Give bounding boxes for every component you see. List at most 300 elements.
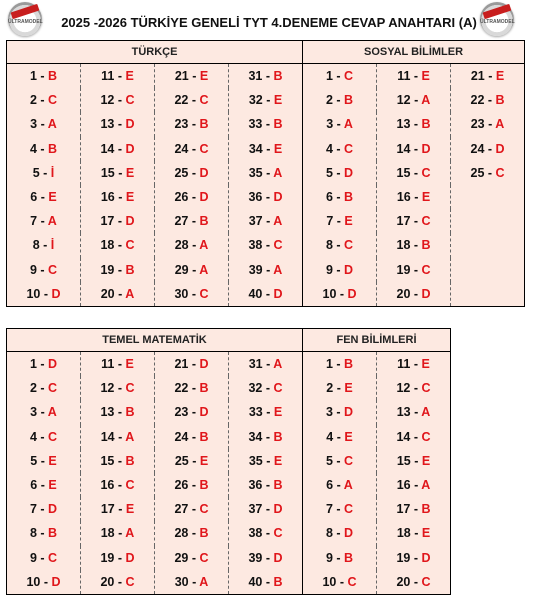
answer-letter: A xyxy=(47,405,57,420)
question-number: 39 xyxy=(248,262,263,277)
question-number: 30 xyxy=(174,286,189,301)
answer-row xyxy=(7,376,451,400)
separator-dash: - xyxy=(188,574,200,589)
answer-cell xyxy=(229,64,303,89)
answer-letter: A xyxy=(199,574,209,589)
question-number: 1 xyxy=(325,69,333,84)
separator-dash: - xyxy=(332,502,345,517)
question-number: 7 xyxy=(326,214,334,229)
answer-letter: A xyxy=(421,478,431,493)
answer-cell xyxy=(377,137,451,161)
answer-cell xyxy=(377,88,451,112)
answer-letter: E xyxy=(273,405,283,420)
separator-dash: - xyxy=(262,141,274,156)
answer-cell xyxy=(229,449,303,473)
question-number: 10 xyxy=(26,286,41,301)
question-number: 12 xyxy=(100,93,115,108)
answer-letter: E xyxy=(344,429,353,444)
answer-cell xyxy=(303,352,377,377)
question-number: 27 xyxy=(174,214,189,229)
separator-dash: - xyxy=(36,526,49,541)
question-number: 5 xyxy=(32,165,40,180)
question-number: 39 xyxy=(248,550,263,565)
separator-dash: - xyxy=(410,93,422,108)
separator-dash: - xyxy=(333,381,345,396)
answer-letter: D xyxy=(51,286,61,301)
answer-letter: C xyxy=(48,381,58,396)
question-number: 15 xyxy=(396,165,411,180)
answer-letter: C xyxy=(347,574,357,589)
answer-cell xyxy=(303,376,377,400)
answer-letter: B xyxy=(421,502,431,517)
answer-letter: C xyxy=(344,502,354,517)
separator-dash: - xyxy=(410,117,422,132)
separator-dash: - xyxy=(188,453,200,468)
separator-dash: - xyxy=(410,69,422,84)
answer-row xyxy=(7,546,451,570)
answer-cell xyxy=(7,258,81,282)
separator-dash: - xyxy=(262,117,274,132)
separator-dash: - xyxy=(36,357,49,372)
answer-cell xyxy=(303,449,377,473)
separator-dash: - xyxy=(410,357,422,372)
question-number: 11 xyxy=(397,357,411,372)
answer-letter: E xyxy=(125,357,134,372)
question-number: 17 xyxy=(396,214,411,229)
answer-cell xyxy=(155,400,229,424)
answer-letter: E xyxy=(495,69,505,84)
separator-dash: - xyxy=(188,502,200,517)
answer-cell xyxy=(303,64,377,89)
question-number: 35 xyxy=(248,453,263,468)
question-number: 1 xyxy=(29,69,37,84)
answer-letter: B xyxy=(273,429,283,444)
answer-cell xyxy=(81,282,155,307)
section-heading-fen: FEN BİLİMLERİ xyxy=(303,329,451,352)
question-number: 8 xyxy=(32,238,40,253)
answer-cell xyxy=(229,185,303,209)
question-number: 9 xyxy=(325,550,333,565)
question-number: 4 xyxy=(29,429,37,444)
answer-row xyxy=(7,209,525,233)
answer-letter: C xyxy=(199,286,209,301)
answer-letter: B xyxy=(125,262,135,277)
answer-cell xyxy=(155,521,229,545)
answer-cell xyxy=(451,64,525,89)
answer-letter: B xyxy=(421,117,431,132)
answer-letter: D xyxy=(273,502,283,517)
separator-dash: - xyxy=(262,190,274,205)
answer-letter: B xyxy=(199,117,209,132)
answer-cell xyxy=(377,497,451,521)
answer-cell xyxy=(377,233,451,257)
question-number: 31 xyxy=(248,357,263,372)
answer-cell xyxy=(229,137,303,161)
question-number: 28 xyxy=(174,238,189,253)
answer-cell xyxy=(7,282,81,307)
answer-letter: C xyxy=(273,526,283,541)
answer-cell xyxy=(81,258,155,282)
answer-cell xyxy=(377,64,451,89)
question-number: 16 xyxy=(396,190,411,205)
answer-letter: C xyxy=(48,550,58,565)
separator-dash: - xyxy=(114,93,126,108)
separator-dash: - xyxy=(114,502,126,517)
answer-cell xyxy=(303,258,377,282)
question-number: 13 xyxy=(100,117,115,132)
question-number: 18 xyxy=(396,238,411,253)
question-number: 8 xyxy=(325,526,333,541)
question-number: 5 xyxy=(30,453,38,468)
question-number: 38 xyxy=(248,526,263,541)
answer-letter: C xyxy=(344,453,354,468)
question-number: 20 xyxy=(396,574,411,589)
answer-letter: A xyxy=(343,117,353,132)
separator-dash: - xyxy=(262,93,274,108)
answer-cell xyxy=(7,352,81,377)
question-number: 3 xyxy=(30,117,38,132)
separator-dash: - xyxy=(262,238,274,253)
separator-dash: - xyxy=(40,286,52,301)
answer-cell xyxy=(7,233,81,257)
separator-dash: - xyxy=(114,405,126,420)
separator-dash: - xyxy=(410,165,422,180)
separator-dash: - xyxy=(39,165,51,180)
answer-cell xyxy=(303,497,377,521)
answer-cell xyxy=(155,112,229,136)
separator-dash: - xyxy=(262,262,274,277)
answer-cell xyxy=(303,282,377,307)
answer-cell xyxy=(155,376,229,400)
answer-letter: A xyxy=(125,526,135,541)
answer-cell xyxy=(81,209,155,233)
separator-dash: - xyxy=(262,550,274,565)
separator-dash: - xyxy=(188,165,200,180)
question-number: 32 xyxy=(248,381,263,396)
answer-letter: C xyxy=(199,93,209,108)
answer-cell xyxy=(303,233,377,257)
question-number: 19 xyxy=(396,262,411,277)
answer-letter: A xyxy=(273,165,283,180)
separator-dash: - xyxy=(484,69,496,84)
answer-cell xyxy=(7,400,81,424)
answer-letter: E xyxy=(421,357,430,372)
question-number: 11 xyxy=(397,69,411,84)
answer-cell xyxy=(7,570,81,595)
section-heading-matematik: TEMEL MATEMATİK xyxy=(7,329,303,352)
answer-letter: C xyxy=(421,165,431,180)
answer-letter: C xyxy=(125,381,135,396)
answer-letter: D xyxy=(495,141,505,156)
answer-cell xyxy=(155,425,229,449)
answer-cell xyxy=(229,425,303,449)
answer-letter: A xyxy=(47,214,57,229)
answer-letter: E xyxy=(48,190,57,205)
answer-cell xyxy=(377,352,451,377)
separator-dash: - xyxy=(188,550,200,565)
separator-dash: - xyxy=(333,429,345,444)
separator-dash: - xyxy=(484,165,496,180)
answer-letter: E xyxy=(421,190,431,205)
separator-dash: - xyxy=(333,214,345,229)
answer-cell xyxy=(81,161,155,185)
answer-cell xyxy=(377,376,451,400)
answer-letter: B xyxy=(125,405,135,420)
question-number: 10 xyxy=(322,574,337,589)
answer-row xyxy=(7,400,451,424)
separator-dash: - xyxy=(114,357,126,372)
answer-cell xyxy=(303,473,377,497)
answer-cell xyxy=(155,449,229,473)
separator-dash: - xyxy=(114,381,126,396)
separator-dash: - xyxy=(36,141,49,156)
separator-dash: - xyxy=(188,117,200,132)
answer-row xyxy=(7,161,525,185)
question-number: 10 xyxy=(26,574,41,589)
answer-cell xyxy=(81,497,155,521)
answer-cell xyxy=(303,112,377,136)
answer-cell xyxy=(7,425,81,449)
section-heading-sosyal: SOSYAL BİLİMLER xyxy=(303,41,525,64)
separator-dash: - xyxy=(410,429,422,444)
question-number: 3 xyxy=(30,405,38,420)
separator-dash: - xyxy=(36,429,49,444)
answer-letter: B xyxy=(48,69,58,84)
question-number: 8 xyxy=(325,238,333,253)
answer-letter: A xyxy=(421,93,431,108)
answer-cell xyxy=(377,473,451,497)
question-number: 12 xyxy=(100,381,115,396)
question-number: 10 xyxy=(322,286,337,301)
question-number: 2 xyxy=(29,93,37,108)
separator-dash: - xyxy=(39,238,51,253)
separator-dash: - xyxy=(410,238,422,253)
separator-dash: - xyxy=(36,381,49,396)
question-number: 29 xyxy=(174,262,189,277)
separator-dash: - xyxy=(332,190,345,205)
separator-dash: - xyxy=(114,478,126,493)
answer-cell xyxy=(81,88,155,112)
answer-cell xyxy=(229,282,303,307)
answer-cell xyxy=(451,161,525,185)
answer-letter: C xyxy=(48,429,58,444)
answer-cell xyxy=(377,112,451,136)
separator-dash: - xyxy=(188,286,200,301)
answer-row xyxy=(7,570,451,595)
answer-cell xyxy=(7,64,81,89)
answer-letter: E xyxy=(421,69,430,84)
answer-cell xyxy=(377,425,451,449)
answer-letter: D xyxy=(199,190,209,205)
separator-dash: - xyxy=(188,357,200,372)
answer-cell xyxy=(7,497,81,521)
separator-dash: - xyxy=(188,69,200,84)
separator-dash: - xyxy=(188,262,200,277)
answer-cell xyxy=(155,473,229,497)
answer-letter: E xyxy=(273,141,283,156)
question-number: 22 xyxy=(470,93,485,108)
answer-cell xyxy=(155,546,229,570)
answer-cell xyxy=(451,185,525,209)
answer-cell xyxy=(377,258,451,282)
answer-row xyxy=(7,425,451,449)
question-number: 20 xyxy=(396,286,411,301)
question-number: 17 xyxy=(396,502,411,517)
logo-text: ÜLTRAMODEL xyxy=(8,19,43,25)
separator-dash: - xyxy=(262,286,274,301)
answer-cell xyxy=(377,282,451,307)
question-number: 21 xyxy=(470,69,485,84)
answer-cell xyxy=(229,400,303,424)
separator-dash: - xyxy=(36,550,49,565)
question-number: 15 xyxy=(100,453,115,468)
answer-cell xyxy=(155,497,229,521)
answer-letter: E xyxy=(421,453,431,468)
answer-row xyxy=(7,64,525,89)
answer-cell xyxy=(377,449,451,473)
answer-row xyxy=(7,258,525,282)
answer-letter: D xyxy=(48,357,58,372)
question-number: 8 xyxy=(29,526,37,541)
question-number: 30 xyxy=(174,574,189,589)
answer-cell xyxy=(303,400,377,424)
answer-letter: E xyxy=(125,165,135,180)
answer-cell xyxy=(155,64,229,89)
answer-letter: C xyxy=(273,381,283,396)
answer-row xyxy=(7,112,525,136)
answer-row xyxy=(7,137,525,161)
answer-letter: B xyxy=(199,526,209,541)
question-number: 26 xyxy=(174,190,189,205)
question-number: 23 xyxy=(470,117,485,132)
logo-text: ÜLTRAMODEL xyxy=(480,19,515,25)
question-number: 31 xyxy=(248,69,263,84)
question-number: 40 xyxy=(248,574,263,589)
answer-cell xyxy=(451,137,525,161)
separator-dash: - xyxy=(114,550,126,565)
question-number: 36 xyxy=(248,478,263,493)
separator-dash: - xyxy=(332,550,345,565)
answer-letter: E xyxy=(273,453,283,468)
separator-dash: - xyxy=(188,214,200,229)
answer-cell xyxy=(7,521,81,545)
separator-dash: - xyxy=(262,526,274,541)
question-number: 2 xyxy=(29,381,37,396)
question-number: 9 xyxy=(29,262,37,277)
answer-cell xyxy=(81,352,155,377)
separator-dash: - xyxy=(332,262,345,277)
answer-cell xyxy=(229,497,303,521)
question-number: 13 xyxy=(100,405,115,420)
answer-cell xyxy=(229,112,303,136)
answer-cell xyxy=(81,137,155,161)
question-number: 24 xyxy=(470,141,485,156)
answer-letter: C xyxy=(125,478,135,493)
answer-cell xyxy=(155,161,229,185)
question-number: 33 xyxy=(248,117,263,132)
answer-letter: C xyxy=(421,574,431,589)
question-number: 33 xyxy=(248,405,263,420)
question-number: 22 xyxy=(174,93,189,108)
answer-letter: B xyxy=(48,141,58,156)
answer-cell xyxy=(155,570,229,595)
answer-cell xyxy=(81,521,155,545)
question-number: 3 xyxy=(326,117,334,132)
separator-dash: - xyxy=(336,286,348,301)
answer-row xyxy=(7,282,525,307)
separator-dash: - xyxy=(262,165,274,180)
answer-cell xyxy=(229,473,303,497)
question-number: 23 xyxy=(174,117,189,132)
answer-letter: A xyxy=(273,357,283,372)
answer-cell xyxy=(229,546,303,570)
answer-cell xyxy=(303,570,377,595)
answer-letter: A xyxy=(273,214,283,229)
answer-letter: E xyxy=(421,526,431,541)
question-number: 6 xyxy=(30,190,38,205)
separator-dash: - xyxy=(336,574,348,589)
question-number: 15 xyxy=(396,453,411,468)
answer-cell xyxy=(229,233,303,257)
answer-cell xyxy=(81,449,155,473)
answer-letter: D xyxy=(199,357,209,372)
answer-letter: C xyxy=(125,574,135,589)
separator-dash: - xyxy=(114,214,126,229)
answer-row xyxy=(7,473,451,497)
answer-letter: D xyxy=(344,405,354,420)
answer-letter: E xyxy=(48,453,57,468)
answer-letter: A xyxy=(199,238,209,253)
question-number: 32 xyxy=(248,93,263,108)
separator-dash: - xyxy=(262,381,274,396)
answer-row xyxy=(7,521,451,545)
separator-dash: - xyxy=(188,478,200,493)
answer-cell xyxy=(7,376,81,400)
separator-dash: - xyxy=(36,262,49,277)
question-number: 38 xyxy=(248,238,263,253)
answer-cell xyxy=(229,88,303,112)
answer-cell xyxy=(155,88,229,112)
question-number: 12 xyxy=(396,93,411,108)
question-number: 12 xyxy=(396,381,411,396)
answer-letter: A xyxy=(47,117,57,132)
answer-letter: B xyxy=(273,69,283,84)
separator-dash: - xyxy=(332,165,345,180)
answer-letter: E xyxy=(125,69,134,84)
separator-dash: - xyxy=(410,550,422,565)
answer-letter: E xyxy=(125,190,135,205)
separator-dash: - xyxy=(37,453,49,468)
question-number: 25 xyxy=(470,165,485,180)
separator-dash: - xyxy=(114,286,126,301)
answer-letter: A xyxy=(125,429,135,444)
answer-letter: C xyxy=(125,93,135,108)
answer-cell xyxy=(155,209,229,233)
question-number: 35 xyxy=(248,165,263,180)
question-number: 2 xyxy=(325,93,333,108)
answer-cell xyxy=(303,137,377,161)
separator-dash: - xyxy=(114,238,126,253)
answer-cell xyxy=(81,473,155,497)
separator-dash: - xyxy=(262,405,274,420)
answer-letter: C xyxy=(344,141,354,156)
separator-dash: - xyxy=(36,502,49,517)
separator-dash: - xyxy=(188,526,200,541)
answer-letter: D xyxy=(125,117,135,132)
question-number: 7 xyxy=(30,214,38,229)
answer-letter: C xyxy=(421,381,431,396)
question-number: 37 xyxy=(248,214,263,229)
